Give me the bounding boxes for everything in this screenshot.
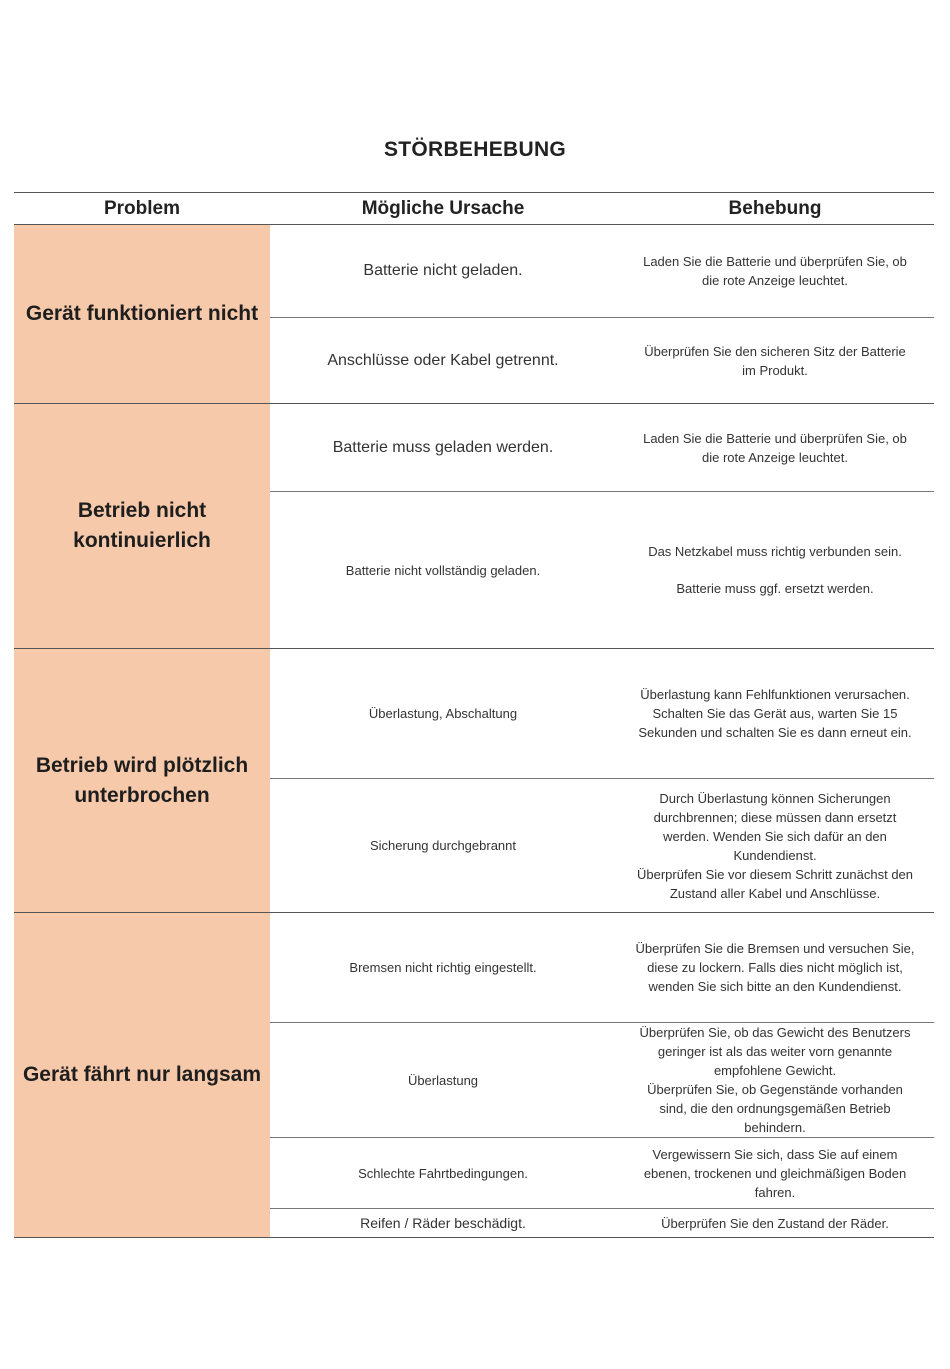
fix-cell bbox=[616, 492, 934, 649]
header-cause: Mögliche Ursache bbox=[270, 193, 616, 225]
table-row bbox=[14, 225, 934, 318]
fix-line: Zustand aller Kabel und Anschlüsse. bbox=[669, 885, 881, 901]
fix-line: fahren. bbox=[754, 1184, 796, 1200]
fix-line: Sekunden und schalten Sie es dann erneut ein. bbox=[638, 725, 912, 740]
fix-line: Überlastung kann Fehlfunktionen verursachen. bbox=[640, 687, 910, 702]
fix-line: die rote Anzeige leuchtet. bbox=[702, 449, 848, 465]
header-fix: Behebung bbox=[616, 193, 934, 225]
fix-cell bbox=[616, 779, 934, 913]
fix-line: Durch Überlastung können Sicherungen bbox=[659, 790, 891, 806]
fix-line: Überprüfen Sie vor diesem Schritt zunächst den bbox=[636, 866, 914, 882]
fix-line: werden. Wenden Sie sich dafür an den bbox=[663, 828, 887, 844]
cause-cell: Batterie nicht vollständig geladen. bbox=[270, 492, 616, 649]
problem-cell bbox=[14, 649, 270, 913]
fix-cell bbox=[616, 649, 934, 779]
cause-cell: Sicherung durchgebrannt bbox=[270, 779, 616, 913]
fix-cell bbox=[616, 225, 934, 318]
fix-line: Überprüfen Sie, ob Gegenstände vorhanden bbox=[647, 1082, 903, 1097]
problem-label: Gerät funktioniert nicht bbox=[25, 302, 259, 325]
table-row bbox=[14, 913, 934, 1023]
problem-label: Betrieb nicht bbox=[77, 499, 207, 522]
cause-cell: Bremsen nicht richtig eingestellt. bbox=[270, 913, 616, 1023]
fix-cell bbox=[616, 318, 934, 404]
table-row bbox=[14, 649, 934, 779]
fix-cell bbox=[616, 404, 934, 492]
fix-line: behindern. bbox=[744, 1120, 806, 1135]
fix-line: durchbrennen; diese müssen dann ersetzt bbox=[653, 809, 897, 825]
fix-cell bbox=[616, 1209, 934, 1238]
fix-line: Batterie muss ggf. ersetzt werden. bbox=[676, 581, 874, 596]
fix-line: Schalten Sie das Gerät aus, warten Sie 15 bbox=[652, 706, 898, 721]
cause-cell: Batterie nicht geladen. bbox=[270, 225, 616, 318]
fix-cell bbox=[616, 1023, 934, 1138]
fix-line: Überprüfen Sie, ob das Gewicht des Benutzers bbox=[639, 1025, 911, 1040]
fix-line: geringer ist als das weiter vorn genannte bbox=[657, 1044, 893, 1059]
cause-cell: Batterie muss geladen werden. bbox=[270, 404, 616, 492]
fix-line: ebenen, trockenen und gleichmäßigen Boden bbox=[643, 1165, 907, 1181]
line-gap bbox=[624, 561, 926, 579]
problem-label: Gerät fährt nur langsam bbox=[22, 1063, 262, 1086]
cause-cell: Überlastung bbox=[270, 1023, 616, 1138]
fix-cell bbox=[616, 913, 934, 1023]
cause-cell: Anschlüsse oder Kabel getrennt. bbox=[270, 318, 616, 404]
fix-line: diese zu lockern. Falls dies nicht möglich ist, bbox=[647, 960, 903, 975]
problem-cell bbox=[14, 404, 270, 649]
fix-line: empfohlene Gewicht. bbox=[713, 1063, 837, 1078]
fix-line: im Produkt. bbox=[742, 362, 808, 378]
fix-line: wenden Sie sich bitte an den Kundendienst. bbox=[648, 979, 902, 994]
fix-line: Laden Sie die Batterie und überprüfen Sie, ob bbox=[643, 430, 907, 446]
page-title: STÖRBEHEBUNG bbox=[383, 138, 567, 161]
fix-line: sind, die den ordnungsgemäßen Betrieb bbox=[659, 1101, 891, 1116]
fix-line: Überprüfen Sie den sicheren Sitz der Batterie bbox=[644, 343, 906, 359]
table-header-row bbox=[14, 193, 934, 225]
problem-cell bbox=[14, 225, 270, 404]
fix-line: Vergewissern Sie sich, dass Sie auf einem bbox=[652, 1146, 898, 1162]
cause-cell: Reifen / Räder beschädigt. bbox=[270, 1209, 616, 1238]
fix-line: Kundendienst. bbox=[733, 847, 817, 863]
header-problem: Problem bbox=[14, 193, 270, 225]
problem-cell bbox=[14, 913, 270, 1238]
cause-cell: Überlastung, Abschaltung bbox=[270, 649, 616, 779]
troubleshooting-table bbox=[14, 192, 934, 1238]
fix-cell bbox=[616, 1138, 934, 1209]
problem-label: unterbrochen bbox=[74, 783, 210, 807]
fix-line: die rote Anzeige leuchtet. bbox=[702, 273, 848, 288]
fix-line: Laden Sie die Batterie und überprüfen Sie, ob bbox=[643, 254, 907, 269]
problem-label: Betrieb wird plötzlich bbox=[35, 753, 249, 777]
problem-label: kontinuierlich bbox=[73, 529, 211, 552]
fix-line: Überprüfen Sie den Zustand der Räder. bbox=[661, 1215, 889, 1231]
table-row bbox=[14, 404, 934, 492]
fix-line: Überprüfen Sie die Bremsen und versuchen Sie, bbox=[635, 941, 915, 956]
cause-cell: Schlechte Fahrtbedingungen. bbox=[270, 1138, 616, 1209]
fix-line: Das Netzkabel muss richtig verbunden sein. bbox=[648, 544, 902, 559]
